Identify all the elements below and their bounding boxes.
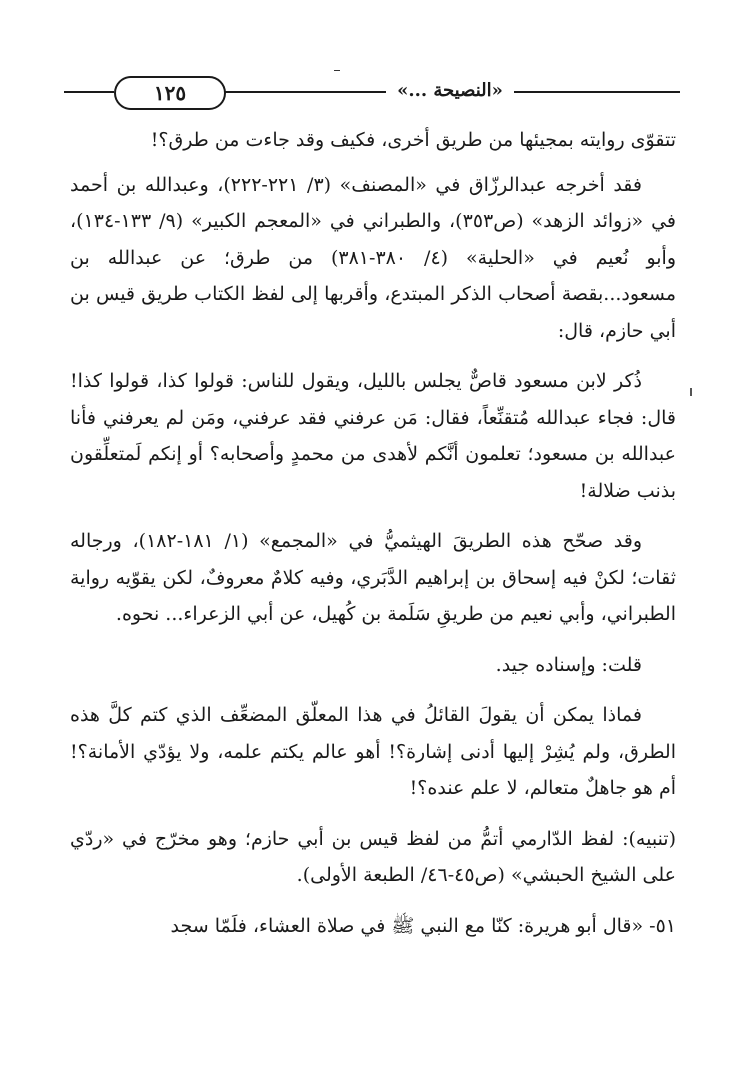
paragraph-narration: ذُكر لابن مسعود قاصٌّ يجلس بالليل، ويقول للناس: قولوا كذا، قولوا كذا! قال: فجاء عبدالله مُتقنِّعاً، فقال: مَن عرفني فقد عرفني، ومَن لم يعرفني فأنا عبدالله بن مسعود؛ تعلمون أنَّكم لأهدى من محمدٍ وأصحابه؟ أو إنكم لَمتعلِّقون بذنب ضلالة!: [70, 370, 676, 502]
page-number-badge: ١٢٥: [114, 76, 226, 110]
paragraph-sources: فقد أخرجه عبدالرزّاق في «المصنف» (٣/ ٢٢١-٢٢٢)، وعبدالله بن أحمد في «زوائد الزهد» (ص٣٥٣)، والطبراني في «المعجم الكبير» (٩/ ١٣٣-١٣٤)، وأبو نُعيم في «الحلية» (٤/ ٣٨٠-٣٨١) من طرق؛ عن عبدالله بن مسعود...بقصة أصحاب الذكر المبتدع، وأقربها إلى لفظ الكتاب طريق قيس بن أبي حازم، قال:: [70, 173, 677, 342]
paragraph-hadith-51: ٥١- «قال أبو هريرة: كنّا مع النبي ﷺ في صلاة العشاء، فلَمّا سجد: [170, 914, 676, 937]
margin-mark: [690, 388, 692, 396]
paragraph-critique: فماذا يمكن أن يقولَ القائلُ في هذا المعلّق المضعِّف الذي كتم كلَّ هذه الطرق، ولم يُشِرْ إليها أدنى إشارة؟! أهو عالم يكتم علمه، ولا يؤدّي الأمانة؟! أم هو جاهلٌ متعالم، لا علم عنده؟!: [70, 704, 676, 799]
paragraph-note: (تنبيه): لفظ الدّارمي أتمُّ من لفظ قيس بن أبي حازم؛ وهو مخرّج في «ردّي على الشيخ الحبشي» (ص٤٥-٤٦/ الطبعة الأولى).: [70, 827, 676, 886]
paragraph-verdict: قلت: وإسناده جيد.: [495, 653, 642, 676]
print-mark: [334, 70, 340, 71]
header-rule-middle: [224, 91, 386, 93]
header-rule-right: [514, 91, 680, 93]
running-title: «النصيحة ...»: [397, 80, 503, 101]
header-rule-left: [64, 91, 114, 93]
paragraph-continuation: تتقوّى روايته بمجيئها من طريق أخرى، فكيف وقد جاءت من طرق؟!: [150, 129, 676, 151]
page-header: [64, 70, 680, 112]
paragraph-authentication: وقد صحّح هذه الطريقَ الهيثميُّ في «المجمع» (١/ ١٨١-١٨٢)، ورجاله ثقات؛ لكنْ فيه إسحاق بن إبراهيم الدَّبَري، وفيه كلامٌ معروفٌ، لكن يقوّيه رواية الطبراني، وأبي نعيم من طريقِ سَلَمة بن كُهيل، عن أبي الزعراء... نحوه.: [70, 530, 676, 625]
body-text: [70, 122, 676, 944]
